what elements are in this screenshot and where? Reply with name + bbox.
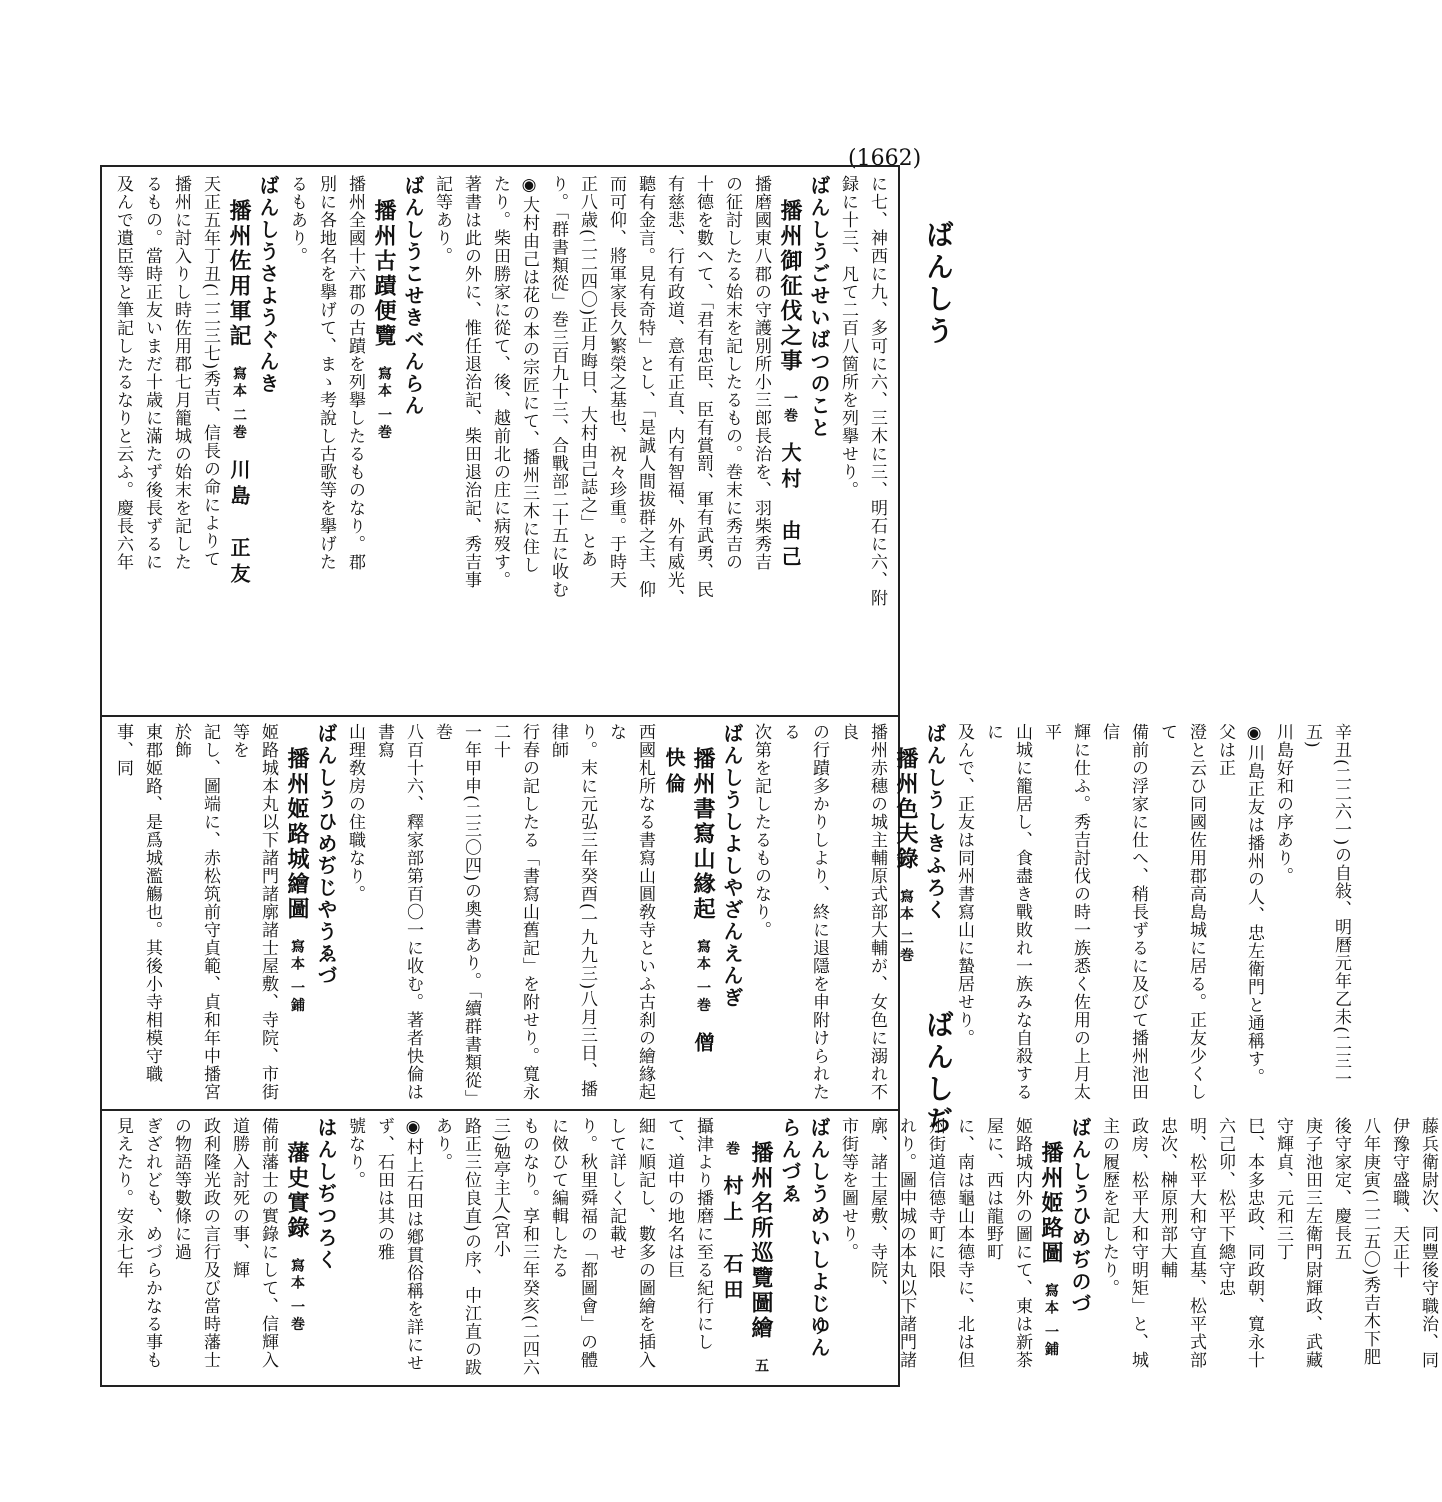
entry-title-text: 藩史實錄 — [284, 1141, 310, 1241]
body-text-line: の行蹟多かりしより、終に退隱を申附けられたる — [780, 723, 829, 1101]
body-text-line: ◉村上石田は鄕貫俗稱を詳にせず、石田は其の雅 — [374, 1117, 423, 1372]
body-text-line: 十德を數へて、「君有忠臣、臣有賞罰、軍有武勇、民 — [693, 175, 713, 599]
entry-reading: ばんしうごせいばつのこと — [807, 175, 831, 439]
entry-volumes: 寫本 一鋪 — [1043, 1266, 1059, 1376]
body-text-line: 一年甲申(二三〇四)の奧書あり。「續群書類從」巻 — [432, 723, 481, 1100]
body-text-line: に七、神西に九、多可に六、三木に三、明石に六、附 — [867, 175, 887, 607]
body-text-line: 著書は此の外に、惟任退治記、柴田退治記、秀吉事 — [461, 175, 481, 589]
body-text-line: 政房、松平大和守明矩」と、城主の履歷を記したり。 — [1099, 1117, 1148, 1369]
body-text-line: 庚子池田三左衛門尉輝政、武藏守輝貞、元和三丁 — [1273, 1117, 1322, 1369]
entry-title-text: 播州姬路城繪圖 — [284, 747, 310, 922]
entry-volumes: 寫本 一巻 — [289, 1241, 305, 1351]
entry-reading: はんしぢつろく — [314, 1117, 338, 1271]
entry-title-text: 播州名所巡覽圖繪 — [748, 1141, 774, 1341]
band-bottom-text — [108, 1117, 1442, 1379]
body-text-line: 次第を記したるものなり。 — [751, 723, 771, 939]
divider-lower — [102, 1109, 898, 1111]
running-head-bottom: ばんしぢ — [922, 1010, 955, 1138]
body-text-line: に、南は龜山本德寺に、北は但州街道信德寺町に限 — [925, 1117, 974, 1369]
body-text-line: 明、松平大和守直基、松平式部忠次、榊原刑部大輔 — [1157, 1117, 1206, 1369]
body-text-line: 號なり。 — [345, 1117, 365, 1189]
entry-volumes: 五巻 — [724, 1141, 769, 1375]
entry-author: 川島 正友 — [227, 458, 251, 589]
entry-title-text: 播州色夫錄 — [893, 747, 919, 872]
body-text-line: 行春の記したる「書寫山舊記」を附せり。寬永二十 — [490, 723, 539, 1101]
entry-title-text: 播州御征伐之事 — [777, 199, 803, 374]
body-text-line: るもあり。 — [287, 175, 307, 265]
body-text-line: 播州赤穗の城主輔原式部大輔が、女色に溺れ不良 — [838, 723, 887, 1101]
entry-volumes: 寫本 一巻 — [376, 349, 392, 459]
body-text-line: 攝津より播磨に至る紀行にして、道中の地名は巨 — [664, 1117, 713, 1351]
body-text-line: り。「群書類從」巻三百九十三、合戰部二十五に收む — [548, 175, 568, 599]
body-text-line: 西國札所なる書寫山圓敎寺といふ古刹の繪緣起な — [606, 723, 655, 1101]
entry-volumes: 寫本 一鋪 — [289, 922, 305, 1032]
body-text-line: 録に十三、凡て二百八箇所を列擧せり。 — [838, 175, 858, 499]
body-text-line: 有慈悲、行有政道、意有正直、内有智福、外有威光、 — [664, 175, 684, 607]
body-text-line: るもの。當時正友いまだ十歳に滿たず後長ずるに — [142, 175, 162, 571]
body-text-line: たり。柴田勝家に從て、後、越前北の庄に病歿す。 — [490, 175, 510, 589]
page-number: (1662) — [848, 146, 922, 171]
entry-author: 村上 石田 — [720, 1175, 744, 1305]
body-text-line: ぎざれども、めづらかなる事も見えたり。安永七年 — [113, 1117, 162, 1369]
entry-reading: ばんしうめいしよじゆんらんづゑ — [778, 1117, 831, 1359]
entry-volumes: 一巻 — [782, 374, 798, 442]
body-text-line: ◉大村由己は花の本の宗匠にて、播州三木に住し — [519, 175, 539, 574]
entry-title — [659, 723, 717, 1103]
divider-upper — [102, 715, 898, 717]
entry-title — [224, 175, 253, 701]
band-top — [108, 175, 894, 701]
body-text-line: 山理敎房の住職なり。 — [345, 723, 365, 903]
body-text-line: 播州に討入りし時佐用郡七月籠城の始末を記した — [171, 175, 191, 571]
entry-title-text: 播州古蹟便覽 — [371, 199, 397, 349]
body-text-line: 細に順記し、數多の圖繪を插入して詳しく記載せ — [606, 1117, 655, 1369]
body-text-line: ◉川島正友は播州の人、忠左衛門と通稱す。父は正 — [1215, 723, 1264, 1086]
body-text-line: 山城に籠居し、食盡き戰敗れ一族みな自殺するに — [983, 723, 1032, 1101]
entry-author: 大村 由己 — [778, 442, 802, 572]
entry-title-text: 播州書寫山緣起 — [690, 747, 716, 922]
body-text-line: 川島好和の序あり。 — [1273, 723, 1293, 885]
entry-reading: ばんしうしきふろく — [923, 723, 947, 921]
body-text-line: 路正三位良直)の序、中江直の跋あり。 — [432, 1117, 481, 1377]
entry-title — [775, 175, 804, 701]
entry-title — [282, 1117, 311, 1379]
body-text-line: 姬路城内外の圖にて、東は新茶屋に、西は龍野町 — [983, 1117, 1032, 1369]
body-text-line: 輝に仕ふ。秀吉討伐の時一族悉く佐用の上月太平 — [1041, 723, 1090, 1101]
entry-volumes: 寫本 二巻 — [898, 872, 914, 982]
band-middle-text — [108, 723, 1355, 1103]
body-text-line: れり。圖中城の本丸以下諸門諸廓、諸士屋敷、寺院、 — [867, 1117, 916, 1369]
body-text-line: 別に各地名を擧げて、まゝ考說し古歌等を擧げた — [316, 175, 336, 571]
body-text-line: 辛丑(二二六一)の自敍、明曆元年乙未(二三一五) — [1302, 723, 1351, 1088]
entry-title — [1036, 1117, 1065, 1379]
entry-reading: ばんしうひめぢじやうゑづ — [314, 723, 338, 987]
entry-reading: ばんしうこせきべんらん — [401, 175, 425, 417]
body-text-line: 備前藩士の實錄にして、信輝入道勝入討死の事、輝 — [229, 1117, 278, 1369]
band-bottom — [108, 1117, 1438, 1379]
entry-author: 僧 快倫 — [662, 747, 715, 1084]
body-text-line: 政利隆光政の言行及び當時藩士の物語等數條に過 — [171, 1117, 220, 1369]
body-text-line: 東郡姬路、是爲城濫觴也。其後小寺相模守職事、同 — [113, 723, 162, 1083]
body-text-line: 姬路城本丸以下諸門諸廓諸士屋敷、寺院、市街等を — [229, 723, 278, 1101]
body-text-line: り。末に元弘三年癸酉(一九九三)八月三日、播律師 — [548, 723, 597, 1099]
body-text-line: 及んで、正友は同州書寫山に蟄居せり。 — [954, 723, 974, 1047]
entry-title-text: 播州佐用軍記 — [226, 199, 252, 349]
body-text-line: 記し、圖端に、赤松筑前守貞範、貞和年中播宮於飾 — [171, 723, 220, 1101]
body-text-line: 播磨國東八郡の守護別所小三郎長治を、羽柴秀吉 — [751, 175, 771, 571]
entry-title — [717, 1117, 775, 1379]
entry-volumes: 寫本 一巻 — [695, 922, 711, 1032]
body-text-line: 備前の浮家に仕へ、稍長ずるに及びて播州池田信 — [1099, 723, 1148, 1101]
body-text-line: 藤兵衛尉次、同豐後守職治、同伊豫守盛職、天正十 — [1389, 1117, 1438, 1369]
body-text-line: の征討したる始末を記したるもの。巻末に秀吉の — [722, 175, 742, 571]
entry-title-text: 播州姬路圖 — [1038, 1141, 1064, 1266]
body-text-line: 正八歳(二二四〇)正月晦日、大村由己誌之」とあ — [577, 175, 597, 569]
body-text-line: 天正五年丁丑(二二三七)秀吉、信長の命によりて — [200, 175, 220, 569]
body-text-line: 巳、本多忠政、同政朝、寬永十六己卯、松平下總守忠 — [1215, 1117, 1264, 1369]
body-text-line: 記等あり。 — [432, 175, 452, 265]
body-text-line: 播州全國十六郡の古蹟を列擧したるものなり。郡 — [345, 175, 365, 571]
body-text-line: 八百十六、釋家部第百〇一に收む。著者快倫は書寫 — [374, 723, 423, 1101]
entry-volumes: 寫本 二巻 — [231, 349, 247, 459]
entry-title — [282, 723, 311, 1103]
entry-title — [891, 723, 920, 1103]
entry-title — [369, 175, 398, 701]
body-text-line: 聽有金言。見有奇特」とし、「是誠人間拔群之主、仰 — [635, 175, 655, 599]
body-text-line: 八年庚寅(二二五〇)秀吉木下肥後守家定、慶長五 — [1331, 1117, 1380, 1367]
body-text-line: 而可仰、將軍家長久繁榮之基也、祝々珍重。于時天 — [606, 175, 626, 589]
body-text-line: り。秋里舜福の「都圖會」の體に傚ひて編輯したる — [548, 1117, 597, 1369]
band-top-text — [108, 175, 891, 701]
body-text-line: 市街等を圖せり。 — [838, 1117, 858, 1261]
body-text-line: ものなり。享和三年癸亥(二四六三)勉亭主人(宮小 — [490, 1117, 539, 1377]
entry-reading: ばんしうさようぐんき — [256, 175, 280, 395]
body-text-line: 及んで遺臣等と筆記したるなりと云ふ。慶長六年 — [113, 175, 133, 571]
entry-reading: ばんしうひめぢのづ — [1068, 1117, 1092, 1315]
running-head-top: ばんしう — [922, 220, 955, 348]
entry-reading: ばんしうしよしやざんえんぎ — [720, 723, 744, 1009]
body-text-line: 澄と云ひ同國佐用郡高島城に居る。正友少くして — [1157, 723, 1206, 1101]
